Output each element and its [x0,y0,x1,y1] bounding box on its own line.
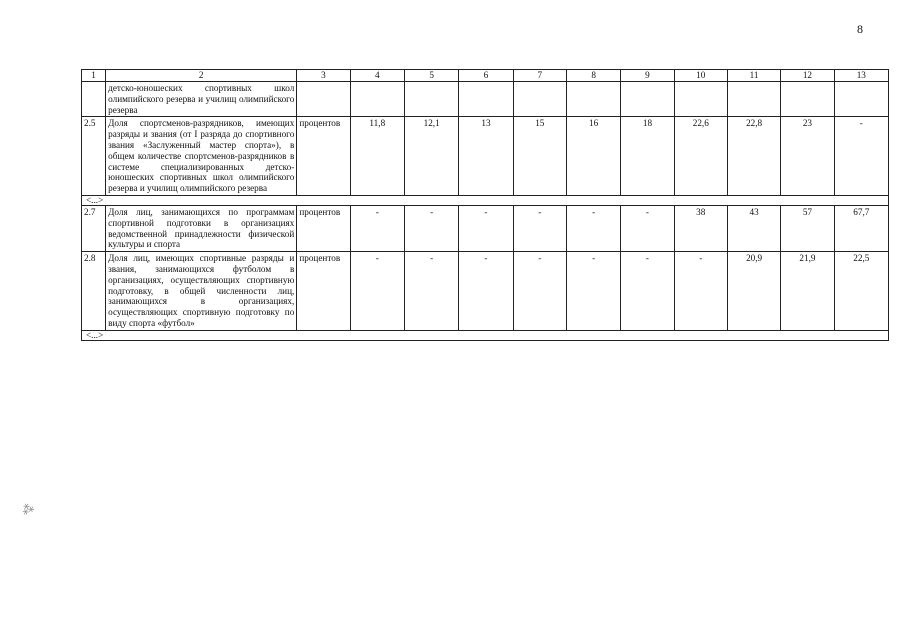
omission-marker: <...> [82,195,889,205]
column-number: 10 [674,70,727,82]
row-description: Доля лиц, занимающихся по программам спортивной подготовки в организациях ведомственной принадлежности физической культуры и спорта [106,205,297,251]
column-number: 5 [404,70,458,82]
column-number: 11 [727,70,780,82]
row-value: 16 [566,117,620,196]
row-value: 57 [781,205,834,251]
row-value: - [459,252,513,331]
row-number: 2.7 [82,205,106,251]
row-value: 13 [459,117,513,196]
row-value: - [566,205,620,251]
row-value: 22,5 [834,252,888,331]
row-value: - [566,252,620,331]
row-description: Доля лиц, имеющих спортивные разряды и звания, занимающихся футболом в организациях, осуществляющих спортивную подготовку, в общей численности лиц, занимающихся в организациях, осуществляющих спортивную подготовку по виду спорта «футбол» [106,252,297,331]
table-row [82,205,889,251]
indicators-table [81,69,889,341]
column-number: 12 [781,70,834,82]
row-value: - [350,252,404,331]
row-value: 67,7 [834,205,888,251]
page-number: 8 [857,22,863,36]
table-header-row [82,70,889,82]
row-value: - [674,252,727,331]
table-row [82,117,889,196]
row-value: - [350,205,404,251]
scan-artifact: ⁂ [19,500,37,518]
row-value: - [621,252,674,331]
row-value: - [621,205,674,251]
column-number: 2 [106,70,297,82]
row-value: 21,9 [781,252,834,331]
omission-row [82,330,889,340]
table-row-continued [82,82,889,117]
row-value: - [834,117,888,196]
row-value: 18 [621,117,674,196]
row-value: - [513,252,566,331]
row-unit: процентов [297,117,350,196]
row-value: 22,8 [727,117,780,196]
row-value: 15 [513,117,566,196]
row-value: 38 [674,205,727,251]
row-value: - [404,205,458,251]
row-value: 43 [727,205,780,251]
row-description: Доля спортсменов-разрядников, имеющих разряды и звания (от I разряда до спортивного звания «Заслуженный мастер спорта»), в общем количестве спортсменов-разрядников в системе специализированных детско-юношеских спортивных школ олимпийского резерва и училищ олимпийского резерва [106,117,297,196]
row-description: детско-юношеских спортивных школ олимпийского резерва и училищ олимпийского резерва [106,82,297,117]
omission-marker: <...> [82,330,889,340]
row-value: 23 [781,117,834,196]
column-number: 9 [621,70,674,82]
row-value: 12,1 [404,117,458,196]
row-value: - [513,205,566,251]
row-number: 2.8 [82,252,106,331]
column-number: 7 [513,70,566,82]
column-number: 8 [566,70,620,82]
row-value: 20,9 [727,252,780,331]
row-number: 2.5 [82,117,106,196]
table-row [82,252,889,331]
row-unit: процентов [297,252,350,331]
row-unit: процентов [297,205,350,251]
column-number: 13 [834,70,888,82]
row-value: 11,8 [350,117,404,196]
row-value: - [459,205,513,251]
omission-row [82,195,889,205]
column-number: 4 [350,70,404,82]
column-number: 3 [297,70,350,82]
column-number: 1 [82,70,106,82]
row-value: 22,6 [674,117,727,196]
row-value: - [404,252,458,331]
column-number: 6 [459,70,513,82]
